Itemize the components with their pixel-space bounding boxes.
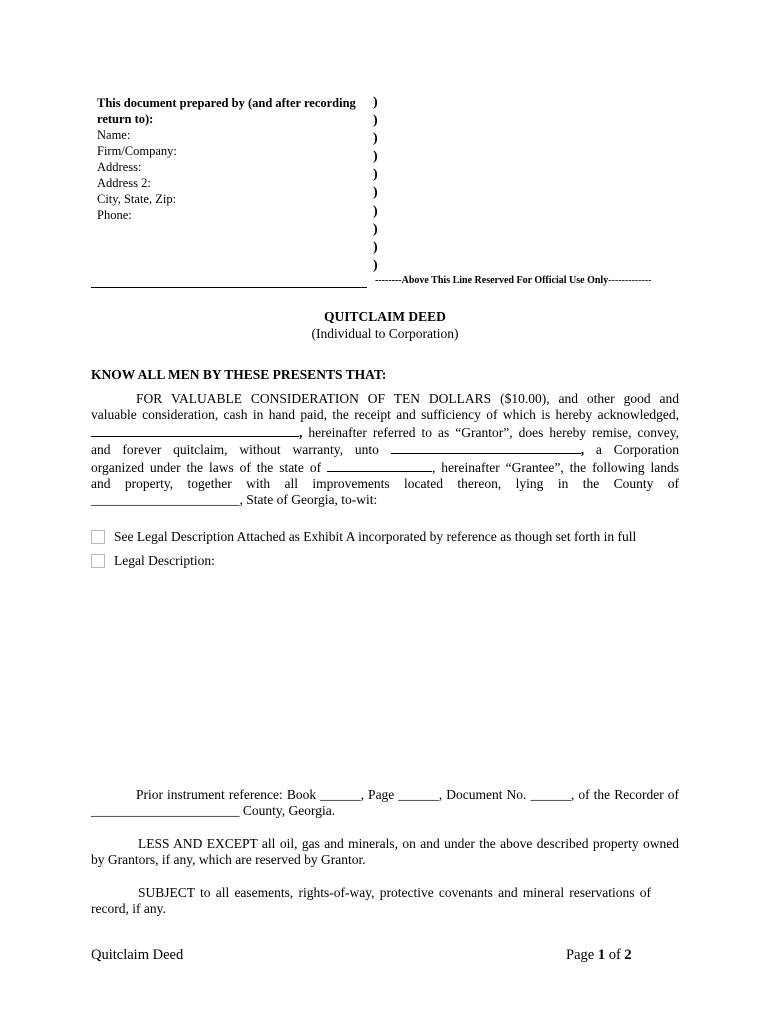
prior-instrument-paragraph — [91, 787, 679, 820]
less-except-paragraph — [91, 836, 679, 869]
paren: ) — [373, 203, 378, 219]
preparer-field-phone: Phone: — [97, 208, 132, 222]
prior-line-1 — [91, 787, 679, 803]
paren: ) — [373, 149, 378, 165]
reserved-trail-dashes: ------------- — [608, 275, 652, 286]
exhibit-a-checkbox[interactable] — [91, 530, 105, 544]
know-heading: KNOW ALL MEN BY THESE PRESENTS THAT: — [91, 367, 387, 382]
footer-of-word: of — [608, 947, 621, 963]
preparer-field-city: City, State, Zip: — [97, 192, 177, 206]
paren: ) — [373, 167, 378, 183]
consideration-line-4 — [91, 441, 679, 458]
preparer-field-address2: Address 2: — [97, 176, 151, 190]
less-line-1 — [91, 836, 679, 852]
paren: ) — [373, 185, 378, 201]
footer-page-total: 2 — [624, 947, 632, 963]
footer-page-number — [566, 947, 632, 964]
preparer-field-firm: Firm/Company: — [97, 144, 177, 158]
legal-description-label: Legal Description: — [114, 553, 215, 568]
reserved-text: Above This Line Reserved For Official Use Only — [401, 275, 609, 286]
consideration-text-4a: and forever quitclaim, without warranty, unto — [91, 442, 379, 458]
footer-page-word: Page — [566, 947, 595, 963]
subject-line-1 — [91, 885, 651, 901]
prior-text-1: Prior instrument reference: Book ______, Page ______, Document No. ______, of the Recorder of — [136, 787, 679, 802]
consideration-text-7: , State of Georgia, to-wit: — [239, 492, 378, 508]
subject-text-1: SUBJECT to all easements, rights-of-way, protective covenants and mineral reservations of — [138, 885, 651, 900]
paren: ) — [373, 257, 378, 273]
footer-doc-title: Quitclaim Deed — [91, 947, 184, 963]
paren-column — [373, 94, 378, 275]
paren: ) — [373, 239, 378, 255]
consideration-text-5a: organized under the laws of the state of — [91, 459, 322, 475]
preparer-block — [97, 95, 367, 223]
document-title: QUITCLAIM DEED — [324, 309, 446, 324]
preparer-heading: This document prepared by (and after recording return to): — [97, 96, 356, 126]
preparer-field-address: Address: — [97, 160, 142, 174]
consideration-line-7 — [91, 492, 679, 508]
legal-description-checkbox[interactable] — [91, 554, 105, 568]
consideration-line-2: valuable consideration, cash in hand paid, the receipt and sufficiency of which is hereby acknowledged, — [91, 407, 679, 423]
reserved-lead-dashes: -------- — [375, 275, 402, 286]
less-line-2: by Grantors, if any, which are reserved by Grantor. — [91, 852, 366, 868]
consideration-text-4b: a Corporation — [584, 442, 680, 458]
paren: ) — [373, 95, 378, 110]
less-text-1: LESS AND EXCEPT all oil, gas and minerals, on and under the above described property owned — [138, 836, 679, 851]
prior-line-2: ______________________ County, Georgia. — [91, 803, 336, 819]
exhibit-a-label: See Legal Description Attached as Exhibit A incorporated by reference as though set forth in full — [114, 529, 637, 544]
consideration-line-1 — [91, 391, 679, 407]
consideration-paragraph — [91, 391, 679, 509]
grantor-comma: , — [299, 424, 303, 440]
preparer-field-name: Name: — [97, 128, 131, 142]
preparer-signature-line — [91, 287, 367, 288]
grantee-comma: , — [580, 442, 585, 458]
paren: ) — [373, 131, 378, 147]
paren: ) — [373, 113, 378, 129]
consideration-text-5b: , hereinafter “Grantee”, the following lands — [432, 459, 679, 475]
subject-paragraph — [91, 885, 651, 918]
paren: ) — [373, 221, 378, 237]
footer-page-current: 1 — [597, 947, 606, 963]
county-blank[interactable]: ______________________ — [91, 492, 240, 508]
consideration-text-1: FOR VALUABLE CONSIDERATION OF TEN DOLLARS ($10.00), and other good and — [136, 391, 679, 406]
grantor-name-blank[interactable] — [91, 424, 299, 437]
consideration-line-5 — [91, 459, 679, 476]
consideration-text-3: hereinafter referred to as “Grantor”, does hereby remise, convey, — [302, 424, 679, 440]
consideration-line-6: and property, together with all improvements located thereon, lying in the County of — [91, 476, 679, 492]
subject-line-2: record, if any. — [91, 901, 166, 917]
reserved-line — [375, 275, 652, 286]
document-subtitle: (Individual to Corporation) — [311, 326, 459, 341]
state-blank[interactable] — [327, 459, 432, 472]
consideration-line-3 — [91, 424, 679, 441]
grantee-name-blank[interactable] — [391, 441, 581, 454]
